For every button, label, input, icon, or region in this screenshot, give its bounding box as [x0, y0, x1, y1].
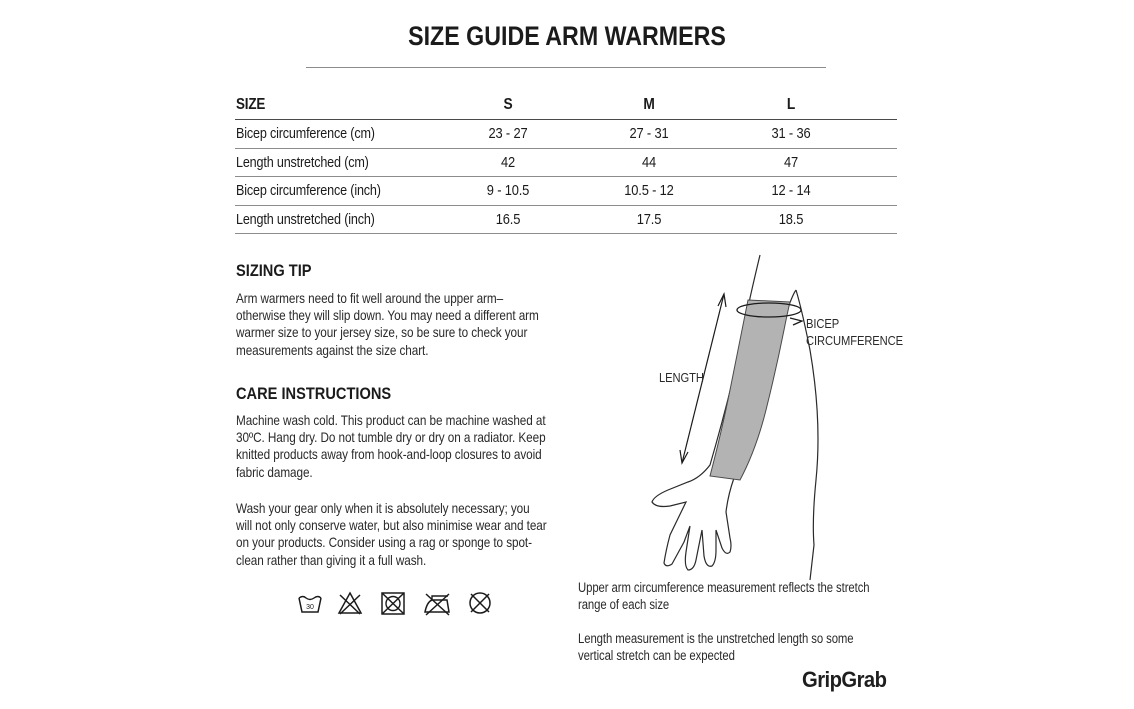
- table-cell: 16.5: [495, 210, 521, 228]
- row-label: Bicep circumference (inch): [236, 182, 381, 199]
- circumference-note: Upper arm circumference measurement reflects the stretch range of each size: [578, 580, 870, 612]
- care-text-2: Wash your gear only when it is absolutely necessary; you will not only conserve water, but also minimise wear and tear on your products. Consider using a rag or sponge to spot-clean rather than giving it a full wash.: [236, 500, 547, 568]
- care-text-1: Machine wash cold. This product can be machine washed at 30ºC. Hang dry. Do not tumble dry or dry on a radiator. Keep knitted products away from hook-and-loop closures to avoid fabric damage.: [236, 412, 546, 480]
- arm-warmer-sleeve: [710, 300, 790, 480]
- table-header-row: [235, 92, 897, 120]
- row-label: Bicep circumference (cm): [236, 125, 375, 142]
- length-label: LENGTH: [659, 370, 704, 385]
- arm-illustration: [630, 250, 920, 580]
- table-cell: 23 - 27: [488, 125, 528, 142]
- table-cell: 27 - 31: [629, 125, 669, 142]
- sizing-tip-text: Arm warmers need to fit well around the upper arm–otherwise they will slip down. You may need a different arm warmer size to your jersey size, so be sure to check your measurements against the size chart.: [236, 290, 539, 358]
- no-tumble-dry-icon: [380, 590, 406, 616]
- table-row: [235, 177, 897, 206]
- bicep-label-line1: BICEP: [806, 316, 840, 331]
- size-s-header: S: [503, 96, 513, 113]
- row-label: Length unstretched (inch): [236, 210, 375, 228]
- table-cell: 42: [500, 153, 516, 171]
- row-label: Length unstretched (cm): [236, 153, 369, 171]
- wash-30-icon: [298, 590, 322, 616]
- table-row: [235, 120, 897, 149]
- table-cell: 10.5 - 12: [624, 182, 674, 199]
- length-note: Length measurement is the unstretched length so some vertical stretch can be expected: [578, 631, 854, 663]
- care-instructions-heading: CARE INSTRUCTIONS: [236, 384, 392, 403]
- no-bleach-icon: [337, 590, 363, 616]
- table-cell: 18.5: [778, 210, 804, 228]
- size-m-header: M: [643, 96, 655, 113]
- no-iron-icon: [422, 590, 452, 616]
- size-column-header: SIZE: [236, 96, 266, 113]
- table-cell: 44: [641, 153, 657, 171]
- page-title: SIZE GUIDE ARM WARMERS: [408, 21, 726, 51]
- table-row: [235, 149, 897, 178]
- sizing-tip-heading: SIZING TIP: [236, 261, 312, 280]
- bicep-label-line2: CIRCUMFERENCE: [806, 333, 904, 348]
- table-cell: 31 - 36: [771, 125, 811, 142]
- size-l-header: L: [786, 96, 796, 113]
- table-row: [235, 206, 897, 235]
- title-divider: [306, 67, 826, 68]
- size-table: [235, 92, 897, 234]
- wash-temp-label: 30: [306, 604, 314, 611]
- brand-logo: GripGrab: [802, 667, 887, 692]
- table-cell: 17.5: [636, 210, 662, 228]
- table-cell: 12 - 14: [771, 182, 811, 199]
- care-symbols: [296, 590, 496, 620]
- no-dry-clean-icon: [467, 590, 493, 616]
- table-cell: 47: [783, 153, 799, 171]
- table-cell: 9 - 10.5: [486, 182, 530, 199]
